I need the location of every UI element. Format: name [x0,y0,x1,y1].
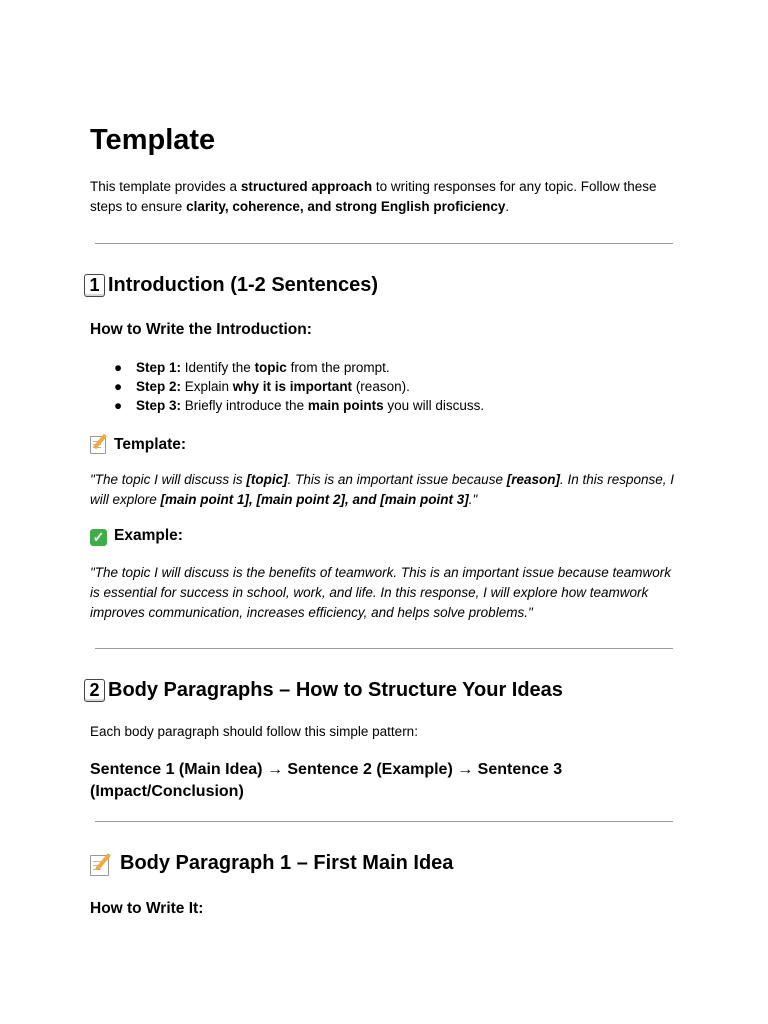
template-placeholder: [main point 1], [main point 2], and [main point 3] [160,492,469,507]
step-text: Explain [181,379,233,394]
section-heading-body-paragraph-1 [90,852,453,875]
template-text-part: "The topic I will discuss is [90,472,247,487]
section-heading-text: Introduction (1-2 Sentences) [108,274,379,296]
step-text: (reason). [352,379,410,394]
list-item [114,358,484,377]
step-label: Step 3: [136,398,182,413]
intro-text: to writing responses for any topic. Follow these steps to ensure [90,179,657,214]
template-text-part: . This is an important issue because [287,472,507,487]
divider [95,243,673,244]
keycap-number-icon: 1 [84,274,105,297]
subheading: How to Write It: [90,900,204,917]
example-text: "The topic I will discuss is the benefits of teamwork. This is an important issue because teamwork is essential for success in school, work, and life. In this response, I will explore how teamwork improves communication, increases efficiency, and helps solve problems." [90,565,672,620]
section-heading-text: Body Paragraphs – How to Structure Your Ideas [108,679,563,701]
list-item [114,377,484,396]
template-placeholder: [topic] [246,472,288,487]
divider [95,821,673,822]
template-placeholder: [reason] [506,472,560,487]
intro-paragraph [90,177,680,217]
list-item [114,396,484,415]
intro-text: . [505,199,510,214]
step-bold: why it is important [232,379,353,394]
step-text: Briefly introduce the [181,398,308,413]
section-heading-body-paragraphs [84,679,563,702]
template-text [90,470,680,510]
steps-list [114,358,484,415]
step-label: Step 2: [136,379,182,394]
subheading: How to Write the Introduction: [90,321,312,338]
check-mark-button-icon: ✓ [90,529,107,546]
example-heading-text: Example: [114,527,183,544]
pattern-text: Sentence 1 (Main Idea) → Sentence 2 (Example) → Sentence 3 (Impact/Conclusion) [90,761,563,800]
step-label: Step 1: [136,360,182,375]
template-text-part: . In this response, I will explore [90,472,675,507]
divider [95,648,673,649]
step-text: from the prompt. [286,360,390,375]
step-bold: topic [254,360,287,375]
section-heading-introduction [84,274,378,297]
example-heading [90,527,183,546]
intro-bold: clarity, coherence, and strong English proficiency [186,199,506,214]
page-title: Template [90,124,216,156]
memo-icon [90,434,108,452]
bullet: ● [114,398,123,413]
section-description: Each body paragraph should follow this simple pattern: [90,724,418,739]
section-heading-text: Body Paragraph 1 – First Main Idea [120,852,454,874]
bullet: ● [114,360,123,375]
keycap-number-icon: 2 [84,679,105,702]
template-text-part: ." [468,492,478,507]
intro-bold: structured approach [240,179,373,194]
template-heading-text: Template: [114,436,187,453]
bullet: ● [114,379,123,394]
step-text: Identify the [181,360,255,375]
step-text: you will discuss. [383,398,485,413]
memo-icon [90,853,112,875]
template-heading [90,434,186,454]
step-bold: main points [307,398,384,413]
intro-text: This template provides a [90,179,241,194]
